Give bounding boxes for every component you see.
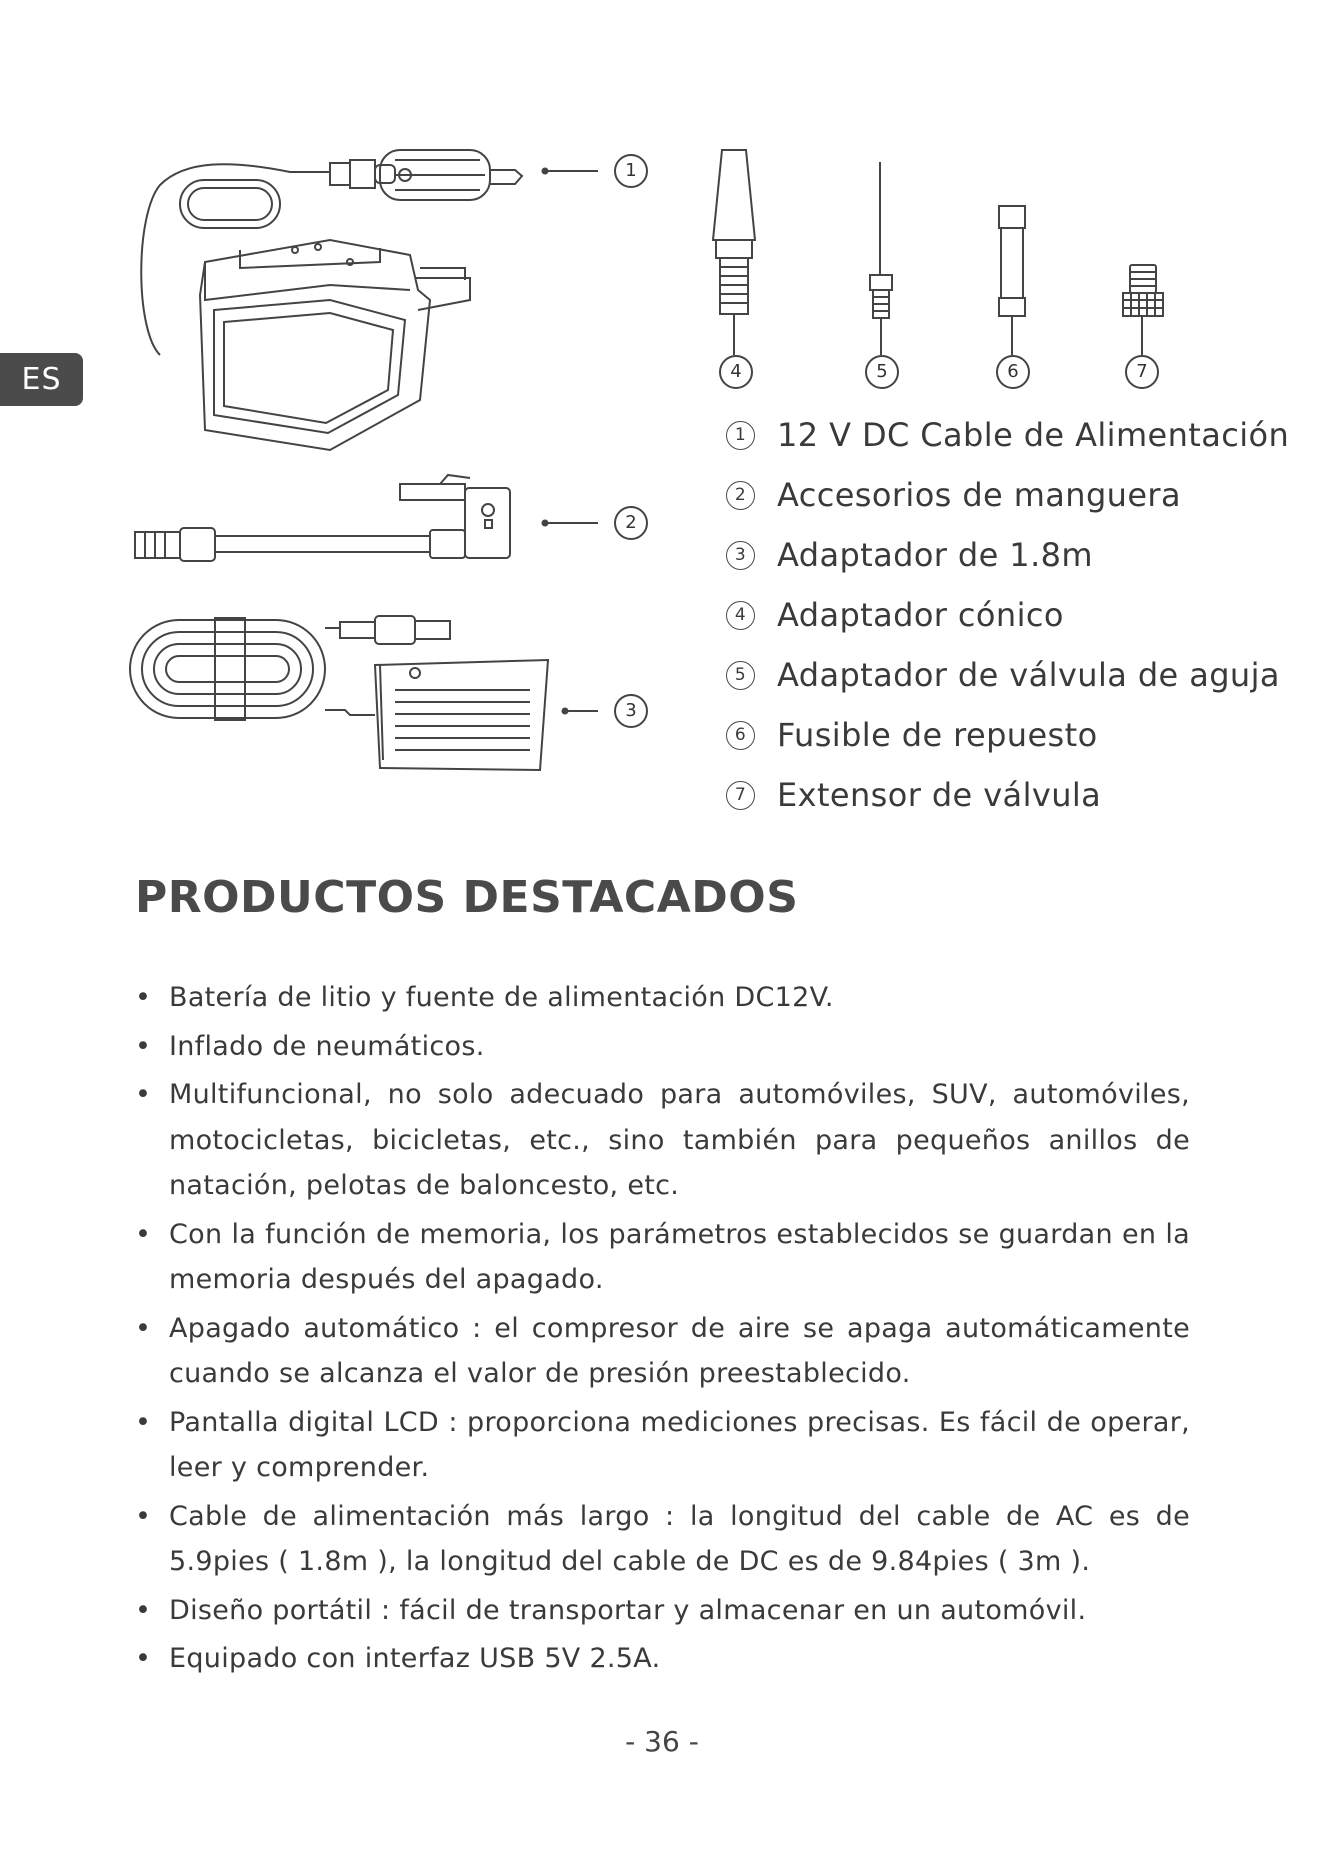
ac-adapter-illustration — [130, 616, 598, 770]
callout-6: 6 — [996, 355, 1030, 389]
valve-extender-illustration — [1123, 265, 1163, 355]
callout-4: 4 — [719, 355, 753, 389]
legend-number: 7 — [726, 781, 755, 810]
feature-item: • Multifuncional, no solo adecuado para automóviles, SUV, automóviles, motocicletas, bicicletas, etc., sino también para pequeños anillos de natación, pelotas de baloncesto, etc. — [135, 1072, 1190, 1209]
legend-number: 5 — [726, 661, 755, 690]
legend-number: 6 — [726, 721, 755, 750]
legend-number: 1 — [726, 421, 755, 450]
fuse-illustration — [999, 206, 1025, 355]
features-list — [135, 975, 1190, 1685]
parts-legend — [726, 405, 1289, 825]
legend-label: Accesorios de manguera — [777, 476, 1182, 514]
feature-item: • Pantalla digital LCD : proporciona mediciones precisas. Es fácil de operar, leer y comprender. — [135, 1400, 1190, 1491]
feature-item: • Cable de alimentación más largo : la longitud del cable de AC es de 5.9pies ( 1.8m ), la longitud del cable de DC es de 9.84pies ( 3m ). — [135, 1494, 1190, 1585]
section-title: PRODUCTOS DESTACADOS — [135, 872, 799, 923]
feature-item: • Inflado de neumáticos. — [135, 1024, 1190, 1070]
legend-item — [726, 765, 1289, 825]
feature-item: • Diseño portátil : fácil de transportar y almacenar en un automóvil. — [135, 1588, 1190, 1634]
legend-item — [726, 585, 1289, 645]
legend-item — [726, 705, 1289, 765]
feature-item: • Apagado automático : el compresor de aire se apaga automáticamente cuando se alcanza el valor de presión preestablecido. — [135, 1306, 1190, 1397]
callout-1: 1 — [614, 154, 648, 188]
legend-label: Adaptador cónico — [777, 596, 1064, 634]
callout-5: 5 — [865, 355, 899, 389]
legend-label: 12 V DC Cable de Alimentación — [777, 416, 1290, 454]
cone-adapter-illustration — [713, 150, 755, 355]
callout-7: 7 — [1125, 355, 1159, 389]
callout-2: 2 — [614, 506, 648, 540]
legend-item — [726, 645, 1289, 705]
page-number: - 36 - — [625, 1725, 699, 1758]
legend-label: Extensor de válvula — [777, 776, 1102, 814]
legend-label: Fusible de repuesto — [777, 716, 1098, 754]
legend-label: Adaptador de válvula de aguja — [777, 656, 1280, 694]
legend-item — [726, 465, 1289, 525]
language-tab: ES — [0, 353, 83, 406]
feature-item: • Equipado con interfaz USB 5V 2.5A. — [135, 1636, 1190, 1682]
needle-adapter-illustration — [870, 162, 892, 355]
legend-number: 2 — [726, 481, 755, 510]
callout-3: 3 — [614, 694, 648, 728]
feature-item: • Batería de litio y fuente de alimentación DC12V. — [135, 975, 1190, 1021]
legend-item — [726, 405, 1289, 465]
feature-item: • Con la función de memoria, los parámetros establecidos se guardan en la memoria después del apagado. — [135, 1212, 1190, 1303]
compressor-illustration — [141, 150, 598, 450]
legend-number: 3 — [726, 541, 755, 570]
legend-item — [726, 525, 1289, 585]
legend-label: Adaptador de 1.8m — [777, 536, 1093, 574]
hose-illustration — [135, 475, 598, 561]
legend-number: 4 — [726, 601, 755, 630]
